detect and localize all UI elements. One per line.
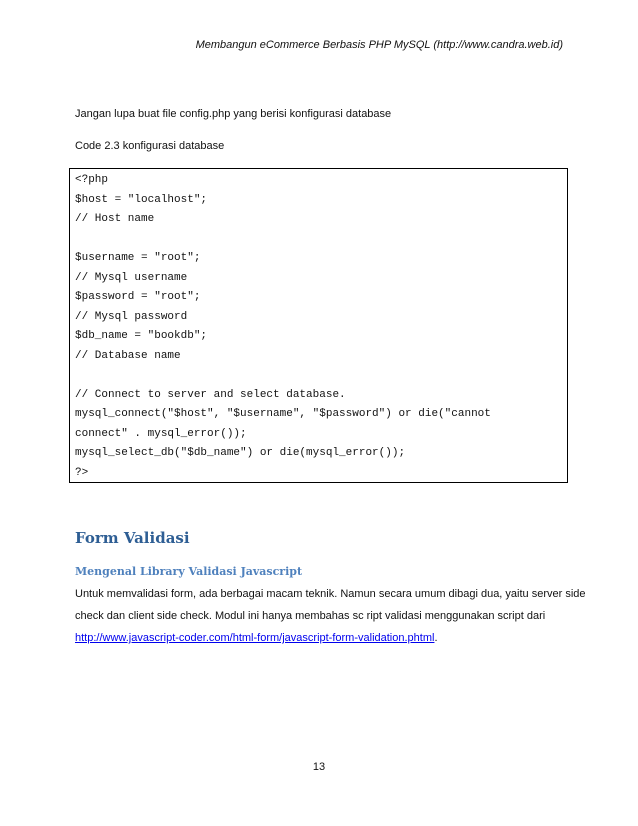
code-line: // Connect to server and select database. (75, 388, 346, 401)
section-paragraph (75, 583, 586, 649)
running-header: Membangun eCommerce Berbasis PHP MySQL (http://www.candra.web.id) (195, 39, 563, 51)
code-line: $db_name = "bookdb"; (75, 330, 208, 342)
section-heading: Form Validasi (75, 529, 190, 547)
code-line: ?> (75, 466, 89, 479)
code-line: // Host name (75, 213, 155, 225)
code-line: <?php (75, 174, 109, 186)
code-line: connect" . mysql_error()); (75, 427, 247, 440)
link-suffix: . (434, 632, 438, 644)
code-block (69, 168, 568, 483)
code-line: // Mysql username (75, 271, 188, 284)
intro-sentence: Jangan lupa buat file config.php yang berisi konfigurasi database (75, 108, 392, 120)
code-line: mysql_select_db("$db_name") or die(mysql_error()); (75, 447, 406, 459)
code-line: // Mysql password (75, 310, 188, 323)
code-line (75, 366, 562, 386)
paragraph-line: Untuk memvalidasi form, ada berbagai macam teknik. Namun secara umum dibagi dua, yaitu server side (75, 588, 586, 600)
code-line: // Database name (75, 349, 181, 362)
code-line: $username = "root"; (75, 252, 201, 264)
paragraph-line: check dan client side check. Modul ini hanya membahas sc ript validasi menggunakan script dari (75, 610, 546, 622)
code-caption: Code 2.3 konfigurasi database (75, 140, 225, 152)
paragraph-link-line (75, 627, 575, 649)
javascript-coder-link[interactable]: http://www.javascript-coder.com/html-form/javascript-form-validation.phtml (75, 632, 435, 644)
code-line: mysql_connect("$host", "$username", "$password") or die("cannot (75, 408, 491, 420)
page-number: 13 (312, 761, 326, 773)
subsection-heading: Mengenal Library Validasi Javascript (75, 565, 303, 578)
code-line: $host = "localhost"; (75, 193, 208, 206)
code-line: $password = "root"; (75, 291, 201, 303)
code-line (75, 230, 562, 250)
